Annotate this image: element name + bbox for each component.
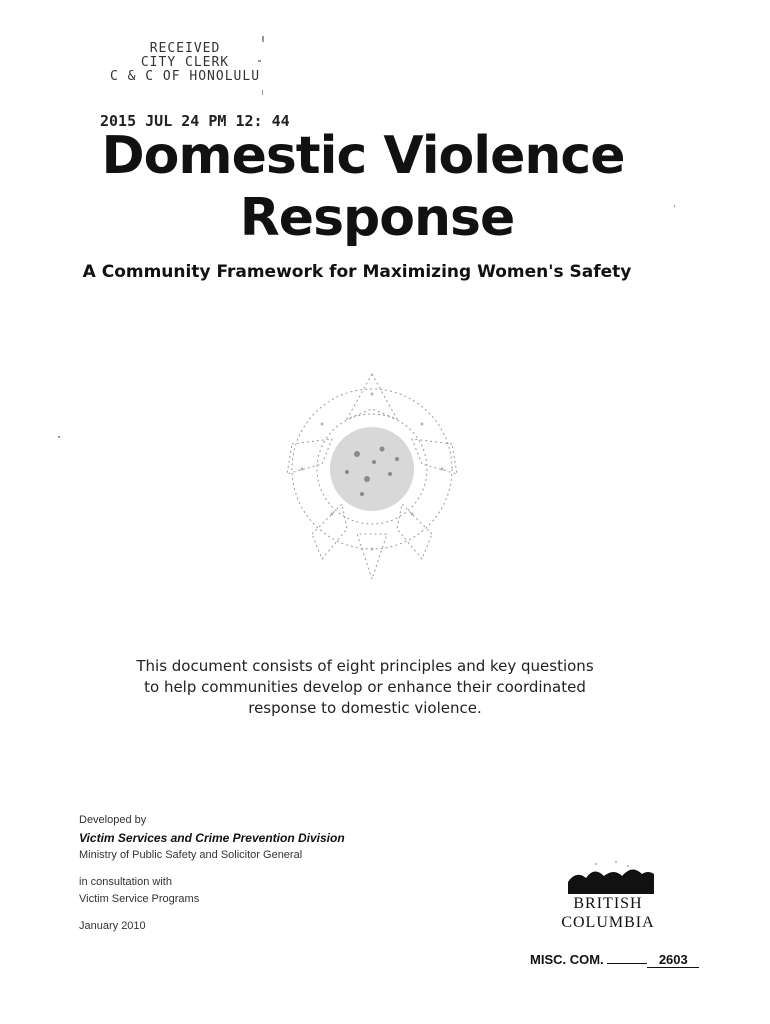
logo-line-1: BRITISH <box>573 895 643 912</box>
stamp-city-clerk: CITY CLERK <box>140 55 230 70</box>
scan-speck <box>262 36 264 42</box>
misc-com-number: 2603 <box>647 952 699 968</box>
scan-speck <box>258 60 261 62</box>
intro-paragraph <box>130 656 600 719</box>
division-name: Victim Services and Crime Prevention Division <box>79 831 345 845</box>
misc-com-blank <box>607 963 647 964</box>
scan-speck <box>262 90 263 95</box>
misc-com-field <box>530 952 699 968</box>
scan-speck <box>58 436 60 438</box>
stamp-date: 2015 JUL 24 PM 12: 44 <box>100 112 290 130</box>
subtitle: A Community Framework for Maximizing Women's Safety <box>82 262 632 282</box>
intro-line-1: This document consists of eight principles and key questions <box>136 657 594 675</box>
intro-line-3: response to domestic violence. <box>248 699 482 717</box>
programs-name: Victim Service Programs <box>79 893 200 905</box>
publication-date: January 2010 <box>79 920 146 932</box>
stamp-city-county: C & C OF HONOLULU <box>109 69 261 84</box>
scan-speck <box>674 205 675 207</box>
stamp-received: RECEIVED <box>149 41 221 56</box>
ministry-name: Ministry of Public Safety and Solicitor General <box>79 849 303 861</box>
received-stamp <box>100 42 270 84</box>
title-line-2: Response <box>239 188 515 248</box>
british-columbia-logo-mark <box>556 860 666 896</box>
developed-by-label: Developed by <box>79 814 147 826</box>
misc-com-label: MISC. COM. <box>530 952 604 967</box>
intro-line-2: to help communities develop or enhance their coordinated <box>144 678 586 696</box>
title-line-1: Domestic Violence <box>101 126 625 186</box>
british-columbia-logo-text <box>548 894 668 932</box>
logo-line-2: COLUMBIA <box>561 914 655 931</box>
consultation-label: in consultation with <box>79 876 172 888</box>
emblem-illustration <box>262 364 482 584</box>
